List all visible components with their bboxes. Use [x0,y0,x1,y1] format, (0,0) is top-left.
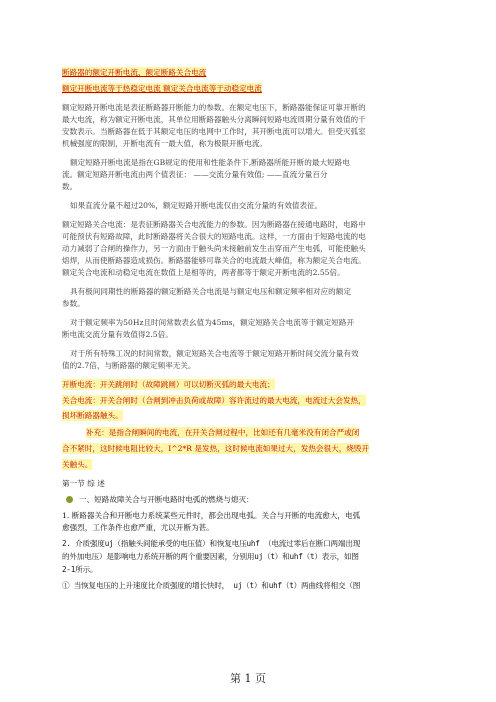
text-line-content: 额定短路关合电流：是表征断路器关合电流能力的参数。因为断路器在接通电路时，电路中 [62,220,366,229]
text-line [70,348,359,359]
text-line [62,551,359,562]
text-line [62,138,267,149]
text-line [62,219,366,230]
page-footer: 第 1 页 [230,672,266,685]
text-line-content: 第一节 综 述 [62,479,105,488]
text-line [62,181,77,192]
text-line-content: 合不紧时，这时候电阻比较大，I^2*R 是发热，这时候电流如果过大，发热会很大，烧毁开 [62,444,370,453]
text-line-content: 安数表示。当断路器在低于其额定电压的电网中工作时，其开断电流可以增大。但受灭弧室 [62,127,366,136]
text-line-content: 断电流交流分量有效值得2.5倍。 [62,330,173,339]
text-line [70,157,350,168]
text-line [62,478,105,489]
text-line-content: 参数。 [62,299,85,308]
text-line-content: 动力减弱了合闸的操作力，另一方面由于触头尚未接触前发生击穿而产生电弧，可能使触头 [62,244,366,253]
text-line [62,360,196,371]
text-line [86,427,359,438]
text-line [62,410,123,421]
text-line-content: 值的2.7倍，与断路器的额定频率无关。 [62,361,196,370]
text-line-content: 一、短路故障关合与开断电路时电弧的燃烧与熄灭： [79,495,254,504]
text-line [62,395,366,406]
text-line [62,102,366,113]
text-line [62,580,360,591]
text-line-content: 关合电流：开关合闸时（合闸到冲击负荷或故障）容许流过的最大电流，电流过大会发热， [62,396,366,405]
text-line [62,114,366,125]
text-line-content: 最大电流，称为额定开断电流，其单位用断路器触头分离瞬间短路电流周期分量有效值的千 [62,115,366,124]
text-line-content: 补充：是指合闸瞬间的电流，在开关合闸过程中，比如还有几毫米没有闭合严或闭 [86,428,360,437]
text-line-content: 对于所有特殊工况的时间常数，额定短路关合电流等于额定短路开断时间交流分量有效 [70,349,359,358]
text-line [70,286,351,297]
text-line [62,510,360,521]
text-line [62,443,369,454]
text-line [62,231,366,242]
bullet-icon [66,496,73,503]
text-line [70,200,322,211]
text-line-content: 愈强烈，工作条件也愈严重，尤以开断为甚。 [62,523,214,532]
text-line-content: 额定短路开断电流是表征断路器开断能力的参数。在额定电压下，断路器能保证可靠开断的 [62,103,366,112]
text-line-content: 熔焊，从而使断路器造成损伤。断路器能够可靠关合的电流最大峰值，称为额定关合电流。 [62,256,366,265]
text-line-content: 如果直流分量不超过20%，额定短路开断电流仅由交流分量的有效值表征。 [70,201,323,210]
text-line-content: 对于额定频率为50Hz且时间常数表幺值为45ms，额定短路关合电流等于额定短路开 [70,318,355,327]
text-line [62,329,173,340]
text-line-content: 断路器的额定开断电流、额定断路关合电流 [62,68,207,77]
text-line [62,255,366,266]
text-line-content: 具有极间同期性的断路器的额定断路关合电流是与额定电压和额定频率相对应的额定 [70,287,351,296]
text-line [62,564,97,575]
text-line [62,459,92,470]
text-line-content: ① 当恢复电压的上升速度比介质强度的增长快时， uj（t）和uhf（t）两曲线将相交（图 [62,581,361,590]
text-line [62,298,85,309]
text-line-content: 开断电流：开关跳闸时（故障跳闸）可以切断灭弧的最大电流； [62,380,275,389]
text-line [66,494,254,505]
text-line [62,67,206,78]
text-line [70,317,354,328]
text-line [62,83,262,94]
text-line [62,379,275,390]
text-line-content: 流。额定短路开断电流由两个值表征： ——交流分量有效值; ——直流分量百分 [62,170,328,179]
text-line-content: 的外加电压）是影响电力系统开断的两个重要因素，分别用uj（t）和uhf（t）表示，如图 [62,552,359,561]
text-line [62,169,328,180]
text-line [62,267,345,278]
text-line-content: 数。 [62,182,78,191]
text-line-content: 2-1所示。 [62,565,98,574]
text-line-content: 额定开断电流等于热稳定电流 额定关合电流等于动稳定电流 [62,84,262,93]
text-line-content: 机械强度的限制，开断电流有一最大值，称为极限开断电流。 [62,139,268,148]
text-line [62,538,360,549]
text-line [62,522,214,533]
text-line-content: 额定短路开断电流是指在GB规定的使用和性能条件下,断路器所能开断的最大短路电 [70,158,350,167]
text-line-content: 1. 断路器关合和开断电力系统某些元件时，都会出现电弧。关合与开断的电流愈大，电弧 [62,511,361,520]
text-line [62,243,366,254]
text-line [62,126,366,137]
text-line-content: 损坏断路器触头。 [62,411,123,420]
text-line-content: 额定关合电流和动稳定电流在数值上是相等的，两者都等于额定开断电流的2.55倍。 [62,268,345,277]
text-line-content: 关触头。 [62,460,93,469]
text-line-content: 可能预伏有短路故障，此时断路器将关合很大的短路电流。这样，一方面由于短路电流的电 [62,232,366,241]
text-line-content: 2. 介质强度uj（指触头间能承受的电压值）和恢复电压uhf （电流过零后在断口两端出现 [62,539,361,548]
